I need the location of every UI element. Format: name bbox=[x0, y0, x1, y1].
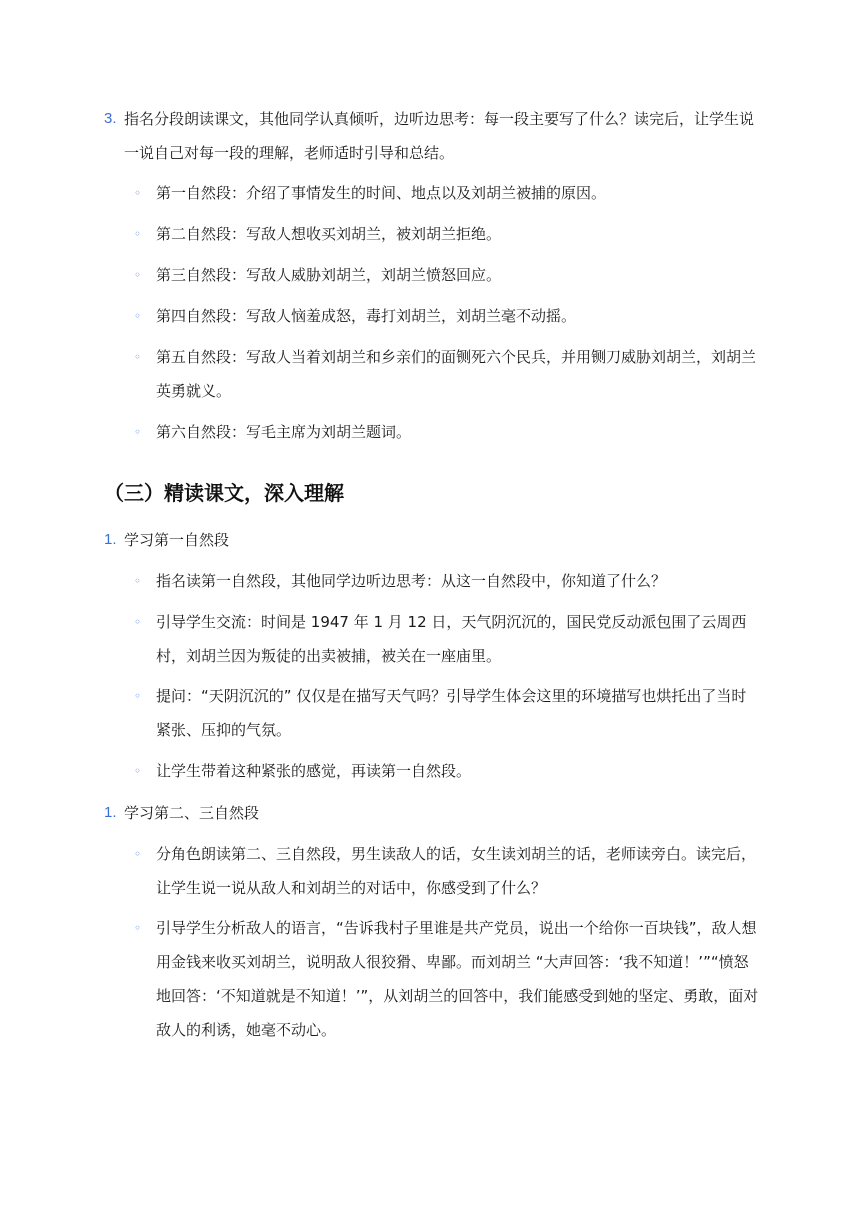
list-item bbox=[134, 605, 760, 673]
list-item bbox=[134, 415, 760, 449]
list-item bbox=[134, 299, 760, 333]
list-item bbox=[134, 258, 760, 292]
bullet-icon: ◦ bbox=[134, 764, 142, 778]
bullet-icon: ◦ bbox=[134, 350, 142, 364]
bullet-text: 第三自然段：写敌人威胁刘胡兰，刘胡兰愤怒回应。 bbox=[156, 266, 502, 284]
bullet-icon: ◦ bbox=[134, 309, 142, 323]
bullet-text: 提问：“天阴沉沉的” 仅仅是在描写天气吗？引导学生体会这里的环境描写也烘托出了当时紧张、压抑的气氛。 bbox=[156, 687, 747, 739]
bullet-icon: ◦ bbox=[134, 615, 142, 629]
list-item-3 bbox=[104, 102, 764, 170]
list-item bbox=[134, 837, 760, 905]
bullet-icon: ◦ bbox=[134, 268, 142, 282]
list-item-text: 学习第一自然段 bbox=[124, 531, 230, 549]
bullet-icon: ◦ bbox=[134, 847, 142, 861]
list-item bbox=[134, 911, 760, 1047]
bullet-icon: ◦ bbox=[134, 227, 142, 241]
list-item bbox=[134, 679, 760, 747]
bullet-icon: ◦ bbox=[134, 921, 142, 935]
bullet-icon: ◦ bbox=[134, 689, 142, 703]
bullet-text: 让学生带着这种紧张的感觉，再读第一自然段。 bbox=[156, 762, 472, 780]
list-item-2 bbox=[104, 796, 764, 830]
bullet-text: 指名读第一自然段，其他同学边听边思考：从这一自然段中，你知道了什么？ bbox=[156, 572, 667, 590]
list-item bbox=[134, 564, 760, 598]
bullet-text: 第一自然段：介绍了事情发生的时间、地点以及刘胡兰被捕的原因。 bbox=[156, 184, 607, 202]
list-number: 1. bbox=[104, 531, 117, 548]
list-item bbox=[134, 217, 760, 251]
bullet-text: 第二自然段：写敌人想收买刘胡兰，被刘胡兰拒绝。 bbox=[156, 225, 502, 243]
list-item bbox=[134, 754, 760, 788]
bullet-text: 第五自然段：写敌人当着刘胡兰和乡亲们的面铡死六个民兵，并用铡刀威胁刘胡兰，刘胡兰英勇就义。 bbox=[156, 348, 757, 400]
bullet-text: 分角色朗读第二、三自然段，男生读敌人的话，女生读刘胡兰的话，老师读旁白。读完后，让学生说一说从敌人和刘胡兰的对话中，你感受到了什么？ bbox=[156, 845, 757, 897]
bullet-icon: ◦ bbox=[134, 425, 142, 439]
section-heading: （三）精读课文，深入理解 bbox=[104, 481, 344, 505]
list-item-text: 学习第二、三自然段 bbox=[124, 804, 260, 822]
list-item-1 bbox=[104, 523, 764, 557]
list-number: 1. bbox=[104, 804, 117, 821]
bullet-text: 第六自然段：写毛主席为刘胡兰题词。 bbox=[156, 423, 412, 441]
bullet-text: 引导学生交流：时间是 1947 年 1 月 12 日，天气阴沉沉的，国民党反动派包围了云周西村，刘胡兰因为叛徒的出卖被捕，被关在一座庙里。 bbox=[156, 613, 747, 665]
bullet-text: 引导学生分析敌人的语言，“告诉我村子里谁是共产党员，说出一个给你一百块钱”，敌人想用金钱来收买刘胡兰，说明敌人很狡猾、卑鄙。而刘胡兰 “大声回答：‘我不知道！’”“愤怒地回答：‘不知道就是不知道！’”，从刘胡兰的回答中，我们能感受到她的坚定、勇敢，面对敌人的利诱，她毫不动心。 bbox=[156, 919, 759, 1039]
list-item bbox=[134, 340, 760, 408]
bullet-icon: ◦ bbox=[134, 574, 142, 588]
list-item-text: 指名分段朗读课文，其他同学认真倾听，边听边思考：每一段主要写了什么？读完后，让学生说一说自己对每一段的理解，老师适时引导和总结。 bbox=[124, 110, 755, 162]
list-item bbox=[134, 176, 760, 210]
bullet-icon: ◦ bbox=[134, 186, 142, 200]
list-number: 3. bbox=[104, 110, 117, 127]
bullet-text: 第四自然段：写敌人恼羞成怒，毒打刘胡兰，刘胡兰毫不动摇。 bbox=[156, 307, 577, 325]
